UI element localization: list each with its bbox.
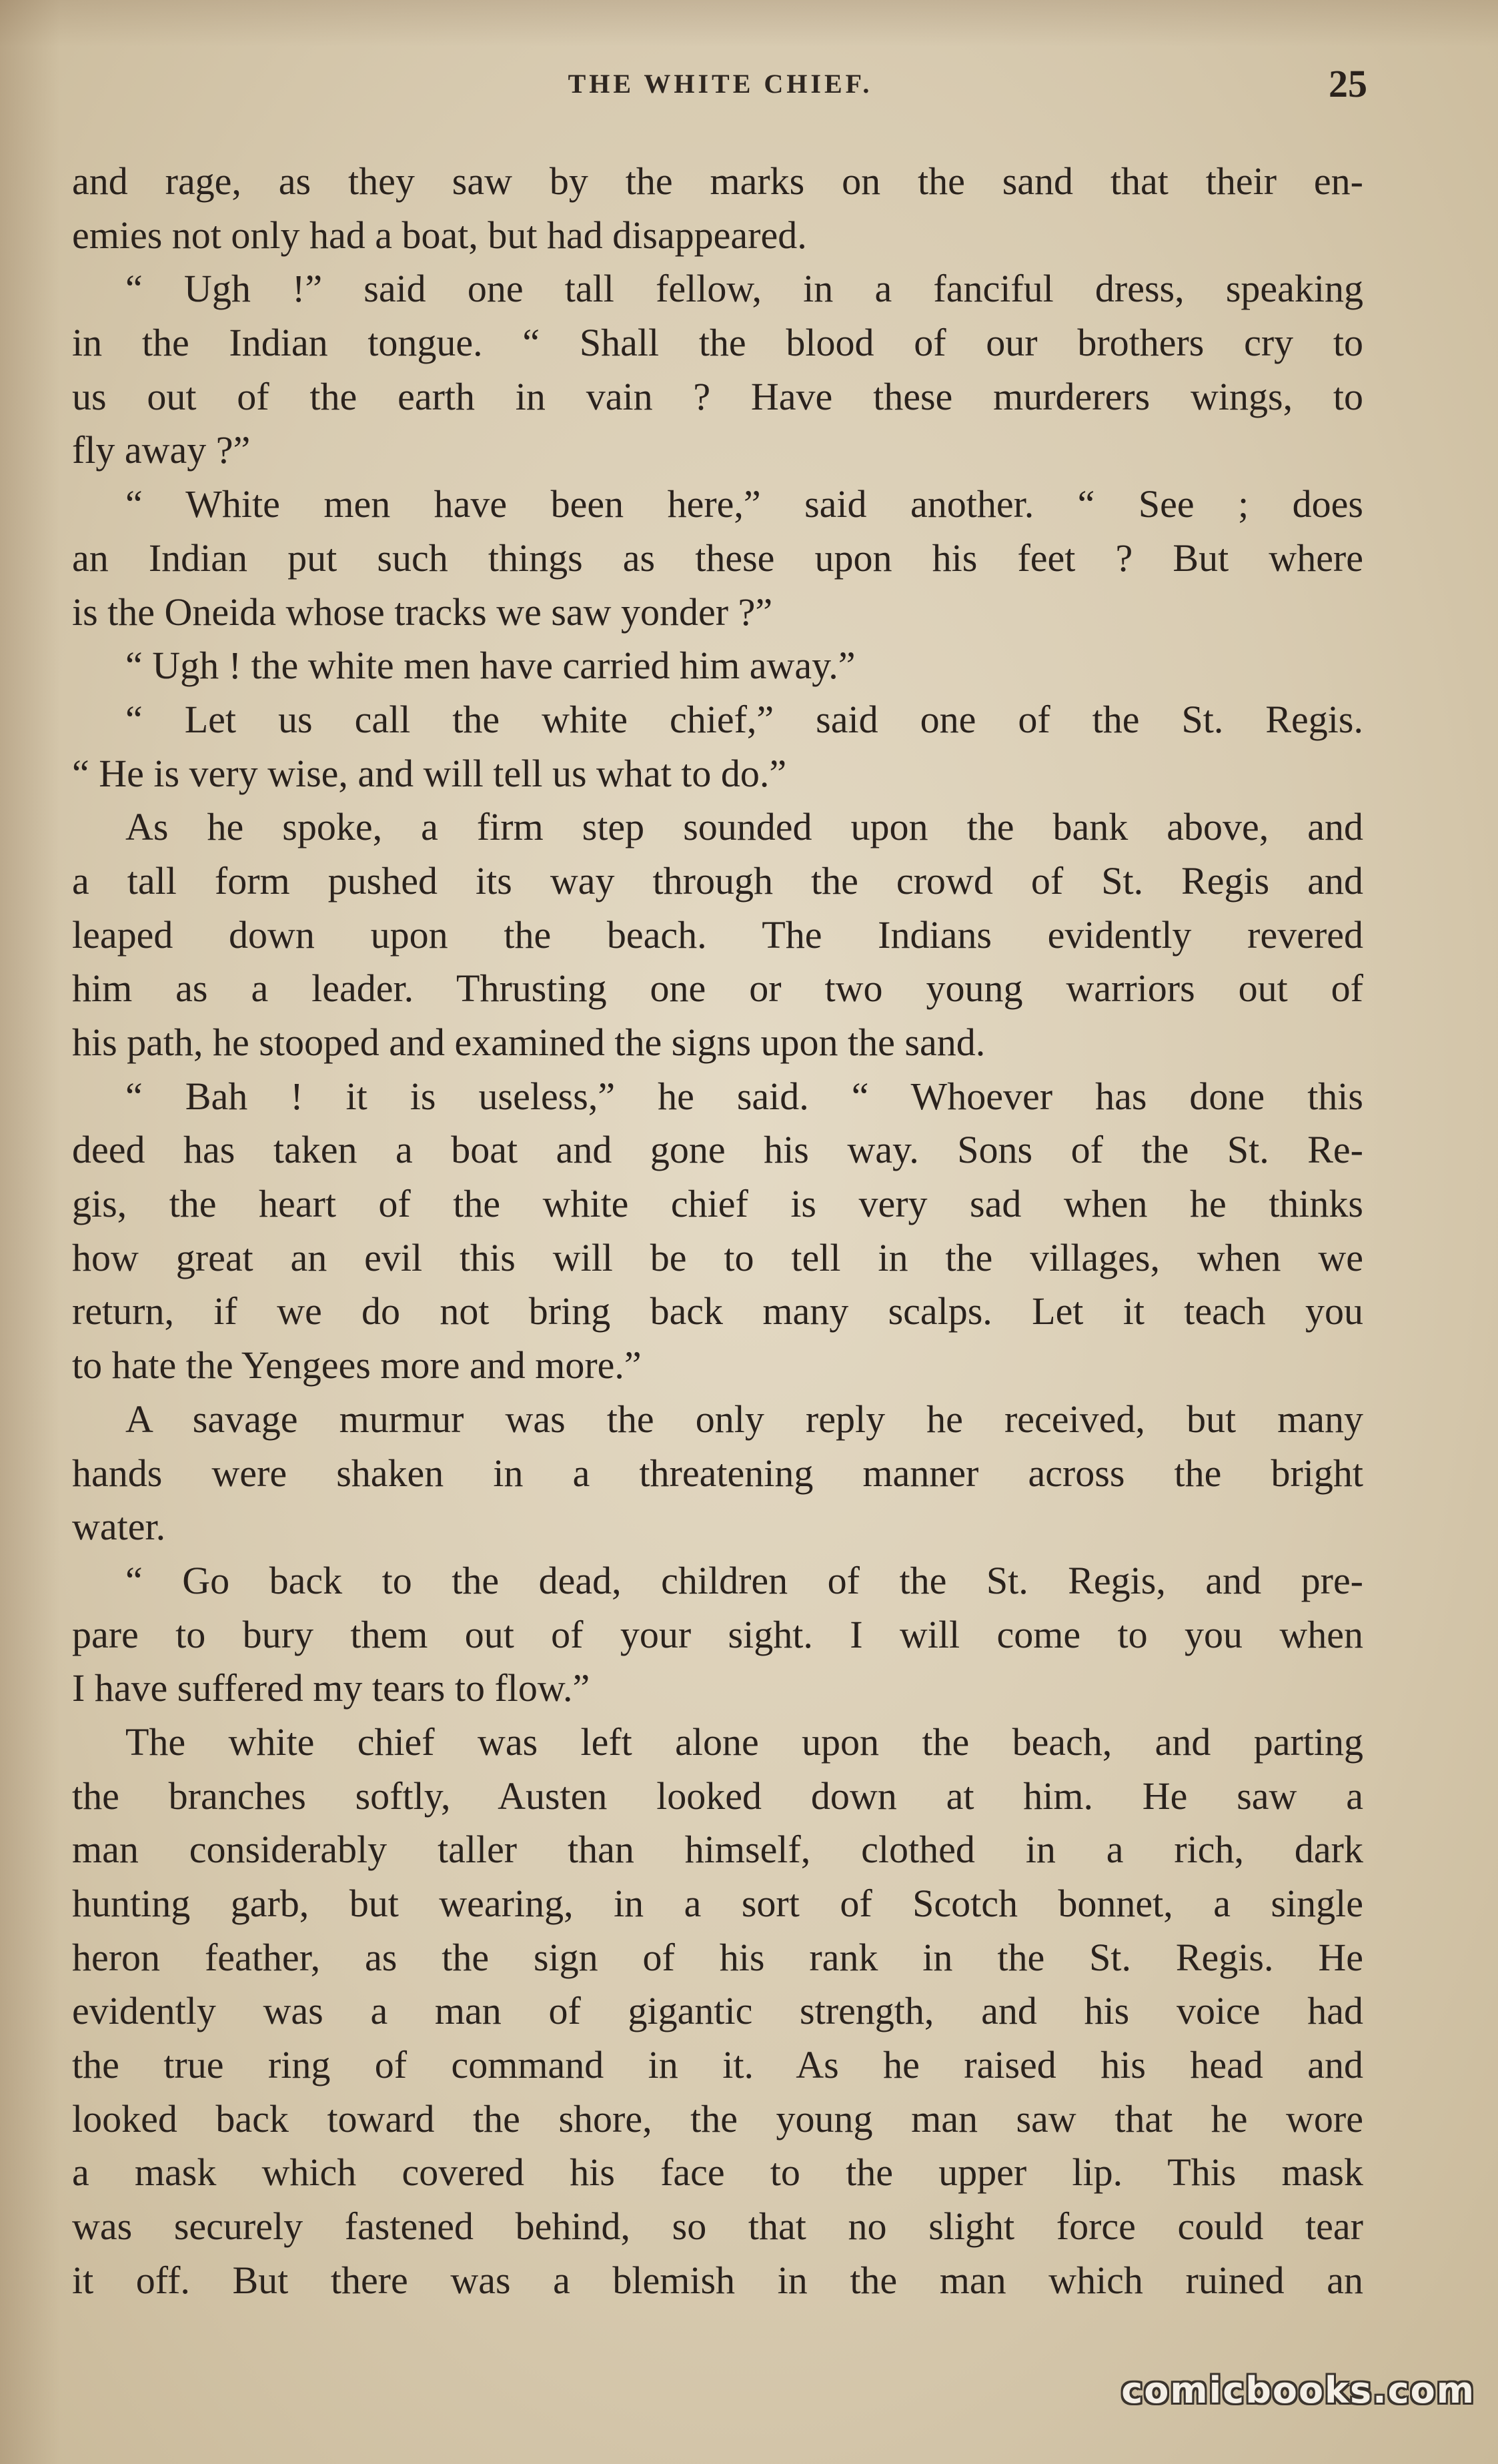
text-line: heron feather, as the sign of his rank in the St. Regis. He bbox=[72, 1935, 1363, 1979]
text-line: and rage, as they saw by the marks on the sand that their en- bbox=[72, 159, 1363, 203]
text-line: “ Ugh !” said one tall fellow, in a fanciful dress, speaking bbox=[125, 267, 1363, 311]
text-line: evidently was a man of gigantic strength, and his voice had bbox=[72, 1989, 1363, 2033]
text-line: fly away ?” bbox=[72, 428, 251, 472]
text-line: gis, the heart of the white chief is very sad when he thinks bbox=[72, 1182, 1363, 1226]
text-line: pare to bury them out of your sight. I will come to you when bbox=[72, 1612, 1363, 1656]
text-line: hunting garb, but wearing, in a sort of Scotch bonnet, a single bbox=[72, 1882, 1363, 1925]
text-line: deed has taken a boat and gone his way. Sons of the St. Re- bbox=[72, 1128, 1363, 1172]
text-line: the branches softly, Austen looked down at him. He saw a bbox=[72, 1774, 1363, 1818]
watermark: comicbooks.com bbox=[1121, 2369, 1475, 2411]
text-line: “ Ugh ! the white men have carried him away.” bbox=[125, 644, 856, 688]
text-line: us out of the earth in vain ? Have these murderers wings, to bbox=[72, 374, 1363, 418]
page-edge-shading bbox=[0, 0, 60, 2464]
text-line: “ Go back to the dead, children of the St. Regis, and pre- bbox=[125, 1558, 1363, 1602]
text-line: was securely fastened behind, so that no slight force could tear bbox=[72, 2205, 1363, 2249]
text-line: leaped down upon the beach. The Indians evidently revered bbox=[72, 912, 1363, 957]
text-line: a mask which covered his face to the upper lip. This mask bbox=[72, 2150, 1363, 2195]
text-line: looked back toward the shore, the young man saw that he wore bbox=[72, 2096, 1363, 2140]
text-line: a tall form pushed its way through the crowd of St. Regis and bbox=[72, 858, 1363, 902]
text-line: an Indian put such things as these upon his feet ? But where bbox=[72, 536, 1363, 580]
page-number: 25 bbox=[1329, 62, 1367, 105]
text-line: return, if we do not bring back many scalps. Let it teach you bbox=[72, 1289, 1363, 1333]
text-line: “ Bah ! it is useless,” he said. “ Whoever has done this bbox=[125, 1074, 1363, 1118]
text-line: emies not only had a boat, but had disappeared. bbox=[72, 213, 807, 257]
text-line: to hate the Yengees more and more.” bbox=[72, 1343, 642, 1387]
text-line: his path, he stooped and examined the signs upon the sand. bbox=[72, 1021, 986, 1064]
text-line: in the Indian tongue. “ Shall the blood of our brothers cry to bbox=[72, 321, 1363, 365]
text-line: man considerably taller than himself, clothed in a rich, dark bbox=[72, 1828, 1363, 1872]
text-line: I have suffered my tears to flow.” bbox=[72, 1666, 590, 1710]
text-line: A savage murmur was the only reply he received, but many bbox=[125, 1397, 1363, 1441]
text-line: hands were shaken in a threatening manner across the bright bbox=[72, 1451, 1363, 1495]
text-line: the true ring of command in it. As he raised his head and bbox=[72, 2043, 1363, 2087]
page-top-shading bbox=[0, 0, 1498, 47]
body-text bbox=[72, 155, 1363, 2308]
text-line: him as a leader. Thrusting one or two young warriors out of bbox=[72, 967, 1363, 1011]
text-line: “ White men have been here,” said another. “ See ; does bbox=[125, 482, 1363, 526]
text-line: As he spoke, a firm step sounded upon the bank above, and bbox=[125, 805, 1363, 849]
text-line: is the Oneida whose tracks we saw yonder ?” bbox=[72, 590, 773, 634]
text-line: The white chief was left alone upon the beach, and parting bbox=[125, 1720, 1363, 1764]
text-line: it off. But there was a blemish in the man which ruined an bbox=[72, 2258, 1363, 2302]
text-line: “ He is very wise, and will tell us what to do.” bbox=[72, 751, 787, 795]
text-line: water. bbox=[72, 1505, 166, 1549]
page-header bbox=[73, 61, 1367, 115]
running-title: THE WHITE CHIEF. bbox=[568, 69, 873, 99]
text-line: how great an evil this will be to tell in the villages, when we bbox=[72, 1235, 1363, 1279]
text-line: “ Let us call the white chief,” said one of the St. Regis. bbox=[125, 697, 1363, 741]
